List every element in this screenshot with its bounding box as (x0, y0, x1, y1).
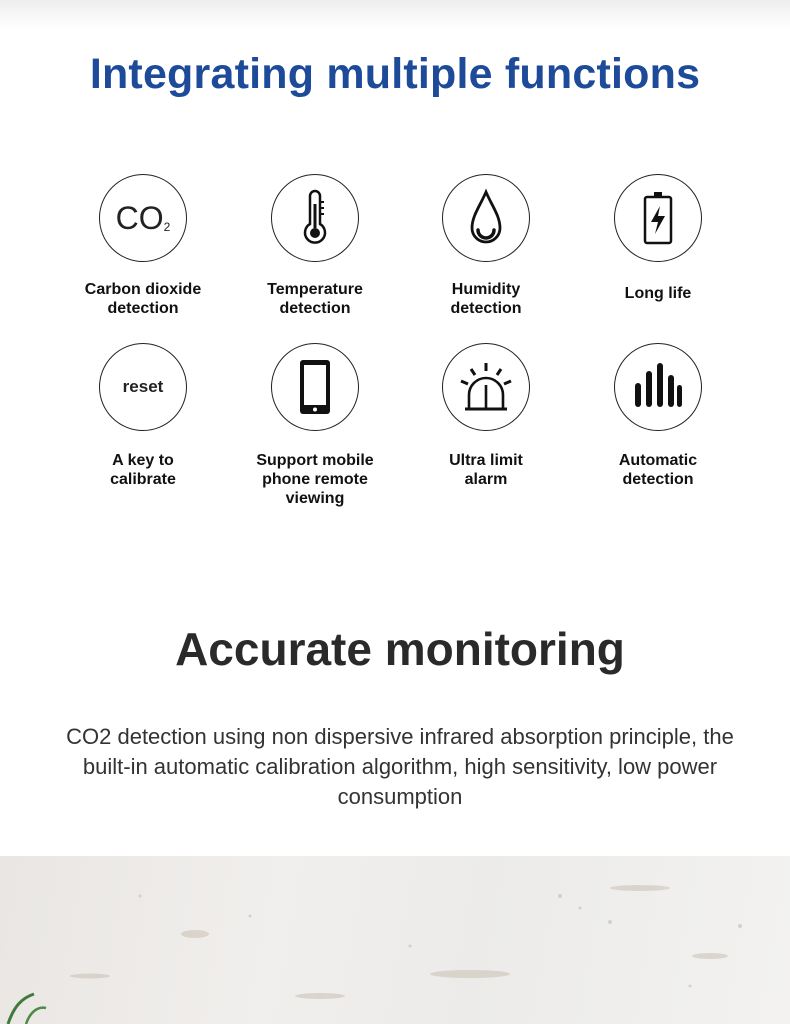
smartphone-icon (271, 343, 359, 431)
feature-label: Temperature detection (267, 281, 363, 317)
feature-co2 (58, 174, 228, 318)
feature-label: A key to calibrate (110, 452, 176, 488)
section-title-monitoring: Accurate monitoring (175, 623, 625, 675)
feature-automatic (573, 343, 743, 489)
feature-humidity (401, 174, 571, 318)
reset-icon: reset (99, 343, 187, 431)
feature-label: Carbon dioxide detection (84, 281, 202, 317)
section-title-functions: Integrating multiple functions (89, 50, 701, 98)
marble-background-image (0, 856, 790, 1024)
feature-long-life (573, 174, 743, 303)
feature-label: Ultra limit alarm (449, 452, 523, 488)
thermometer-icon (271, 174, 359, 262)
top-fade (0, 0, 790, 30)
feature-label: Long life (624, 285, 692, 302)
feature-label: Automatic detection (618, 452, 698, 488)
section-description: CO2 detection using non dispersive infrared absorption principle, the built-in automatic calibration algorithm, high sensitivity, low power consumption (66, 724, 734, 809)
feature-label: Support mobile phone remote viewing (256, 452, 374, 507)
alarm-light-icon (442, 343, 530, 431)
feature-mobile (230, 343, 400, 508)
sound-bars-icon (614, 343, 702, 431)
feature-alarm (401, 343, 571, 489)
battery-icon (614, 174, 702, 262)
feature-label: Humidity detection (450, 281, 522, 317)
feature-temperature (230, 174, 400, 318)
feature-calibrate (58, 343, 228, 489)
co2-icon: $CO_2$ (99, 174, 187, 262)
water-drop-icon (442, 174, 530, 262)
